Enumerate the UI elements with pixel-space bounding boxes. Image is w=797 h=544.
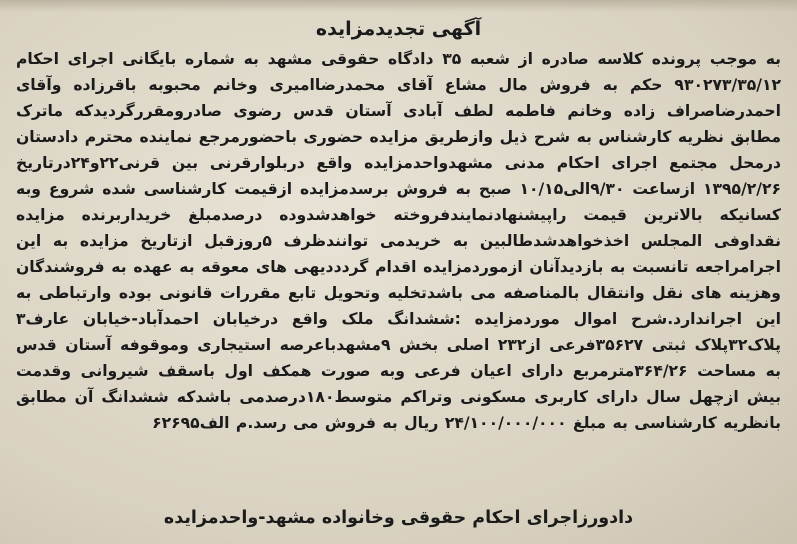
notice-title: آگهی تجدیدمزایده bbox=[315, 18, 482, 40]
notice-signature: دادورزاجرای احکام حقوقی وخانواده مشهد-واحدمزایده bbox=[163, 508, 634, 528]
notice-body: به موجب پرونده کلاسه صادره از شعبه ۳۵ دادگاه حقوقی مشهد به شماره بایگانی اجرای احکام ۹۳۰۲۷۳/۳۵/۱۲ حکم به فروش مال مشاع آقای محمدرضاامیری وخانم محبوبه باقرزاده وآقای احمدرضاصراف زاده وخانم فاطمه لطف آبادی آستان قدس رضوی صادرومقررگردیدکه ماترک مطابق نظریه کارشناس به شرح ذیل وازطریق مزایده حضوری باحضورمرجع نماینده محترم دادستان درمحل مجتمع اجرای احکام مدنی مشهدواحدمزایده واقع دربلوارقرنی بین قرنی۲۲و۲۴درتاریخ ۱۳۹۵/۲/۲۶ ازساعت ۹/۳۰الی۱۰/۱۵ صبح به فروش برسدمزایده ازقیمت کارشناسی شده شروع وبه کسانیکه بالاترین قیمت راپیشنهادنمایندفروخته خواهدشدوده درصدمبلغ خریداربرنده مزایده نقداوفی المجلس اخذخواهدشدطالبین به خریدمی توانندظرف ۵روزقبل ازتاریخ مزایده به این اجرامراجعه تانسبت به بازدیدآنان ازموردمزایده اقدام گردددیهی های معوقه به عهده به فروشندگان وهزینه های نقل وانتقال بالمناصفه می باشدتخلیه وتحویل تابع مقررات قانونی بوده وارتباطی به این اجراندارد.شرح اموال موردمزایده :ششدانگ ملک واقع درخیابان احمدآباد-خیابان عارف۳ پلاک۳۲پلاک ثبتی ۳۵۶۲۷فرعی از۲۳۲ اصلی بخش ۹مشهدباعرصه استیجاری وموقوفه آستان قدس به مساحت ۳۶۴/۲۶مترمربع دارای اعیان فرعی وبه صورت همکف اول باسقف شیروانی وقدمت بیش ازچهل سال دارای کاربری مسکونی وتراکم متوسط۱۸۰درصدمی باشدکه ششدانگ آن مطابق بانظریه کارشناسی به مبلغ ۲۴/۱۰۰/۰۰۰/۰۰۰ ریال به فروش می رسد.م الف۶۲۶۹۵ bbox=[16, 50, 782, 432]
bleed-through-strip bbox=[0, 0, 797, 12]
